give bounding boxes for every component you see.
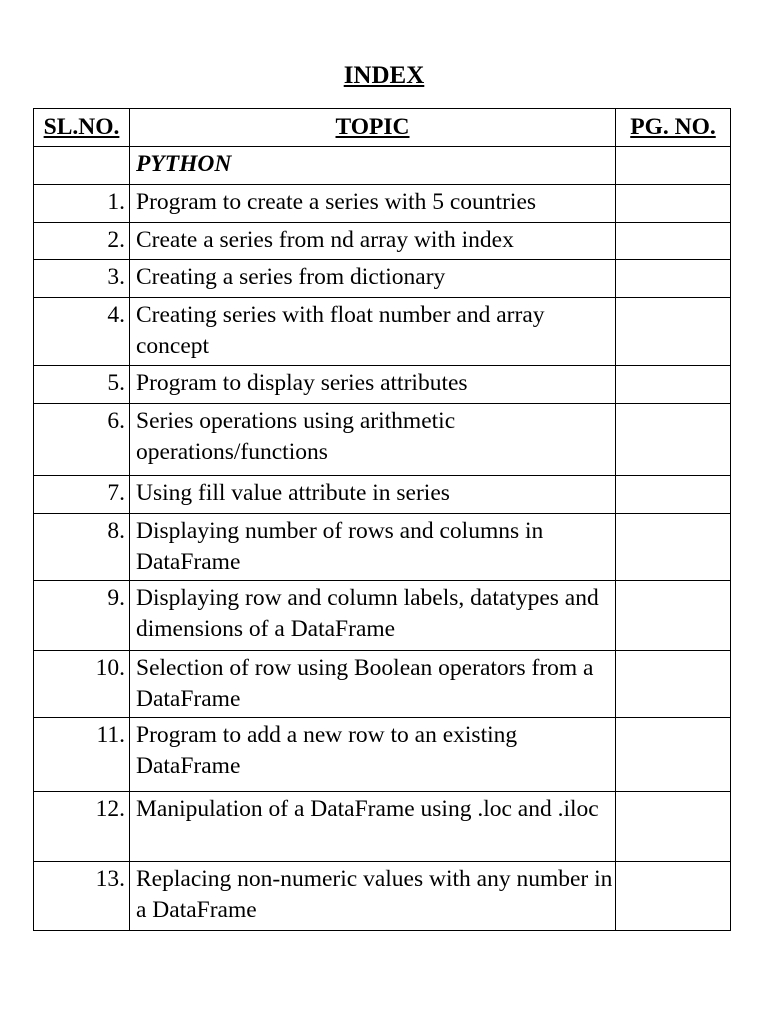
row-topic: Program to add a new row to an existing DataFrame — [130, 718, 616, 792]
row-topic: Program to create a series with 5 countries — [130, 185, 616, 223]
row-sl-no: 7. — [34, 476, 130, 514]
row-pg-no — [616, 298, 731, 366]
table-row — [34, 651, 731, 718]
row-pg-no — [616, 185, 731, 223]
table-row — [34, 862, 731, 931]
header-topic: TOPIC — [130, 109, 616, 147]
row-sl-no: 10. — [34, 651, 130, 718]
table-row — [34, 514, 731, 581]
row-pg-no — [616, 476, 731, 514]
row-pg-no — [616, 514, 731, 581]
row-sl-no: 9. — [34, 581, 130, 651]
row-topic: Program to display series attributes — [130, 366, 616, 404]
row-topic: Create a series from nd array with index — [130, 223, 616, 260]
table-row — [34, 298, 731, 366]
row-pg-no — [616, 651, 731, 718]
row-sl-no: 8. — [34, 514, 130, 581]
table-row — [34, 185, 731, 223]
row-topic: Displaying number of rows and columns in DataFrame — [130, 514, 616, 581]
table-row — [34, 581, 731, 651]
row-sl-no: 6. — [34, 404, 130, 476]
row-pg-no — [616, 792, 731, 862]
row-pg-no — [616, 260, 731, 298]
row-pg-no — [616, 718, 731, 792]
row-topic: Replacing non-numeric values with any number in a DataFrame — [130, 862, 616, 931]
row-topic: Creating a series from dictionary — [130, 260, 616, 298]
table-row — [34, 260, 731, 298]
row-topic: Creating series with float number and array concept — [130, 298, 616, 366]
section-title: PYTHON — [136, 151, 232, 177]
row-topic: Series operations using arithmetic operations/functions — [130, 404, 616, 476]
table-row — [34, 366, 731, 404]
index-table — [33, 108, 731, 931]
row-sl-no: 3. — [34, 260, 130, 298]
row-sl-no: 11. — [34, 718, 130, 792]
table-row — [34, 404, 731, 476]
header-pg-no: PG. NO. — [616, 109, 731, 147]
section-row — [34, 147, 731, 185]
row-sl-no: 13. — [34, 862, 130, 931]
row-pg-no — [616, 366, 731, 404]
section-pg-cell — [616, 147, 731, 185]
row-sl-no: 5. — [34, 366, 130, 404]
row-pg-no — [616, 862, 731, 931]
row-sl-no: 4. — [34, 298, 130, 366]
page-title: INDEX — [343, 62, 425, 89]
row-topic: Selection of row using Boolean operators from a DataFrame — [130, 651, 616, 718]
table-row — [34, 718, 731, 792]
header-sl-no: SL.NO. — [34, 109, 130, 147]
row-topic: Using fill value attribute in series — [130, 476, 616, 514]
table-row — [34, 223, 731, 260]
row-sl-no: 12. — [34, 792, 130, 862]
table-row — [34, 792, 731, 862]
row-sl-no: 1. — [34, 185, 130, 223]
section-title-cell — [130, 147, 616, 185]
row-pg-no — [616, 223, 731, 260]
row-pg-no — [616, 581, 731, 651]
row-sl-no: 2. — [34, 223, 130, 260]
row-topic: Manipulation of a DataFrame using .loc and .iloc — [130, 792, 616, 862]
section-sl-cell — [34, 147, 130, 185]
header-row — [34, 109, 731, 147]
table-row — [34, 476, 731, 514]
row-topic: Displaying row and column labels, datatypes and dimensions of a DataFrame — [130, 581, 616, 651]
row-pg-no — [616, 404, 731, 476]
